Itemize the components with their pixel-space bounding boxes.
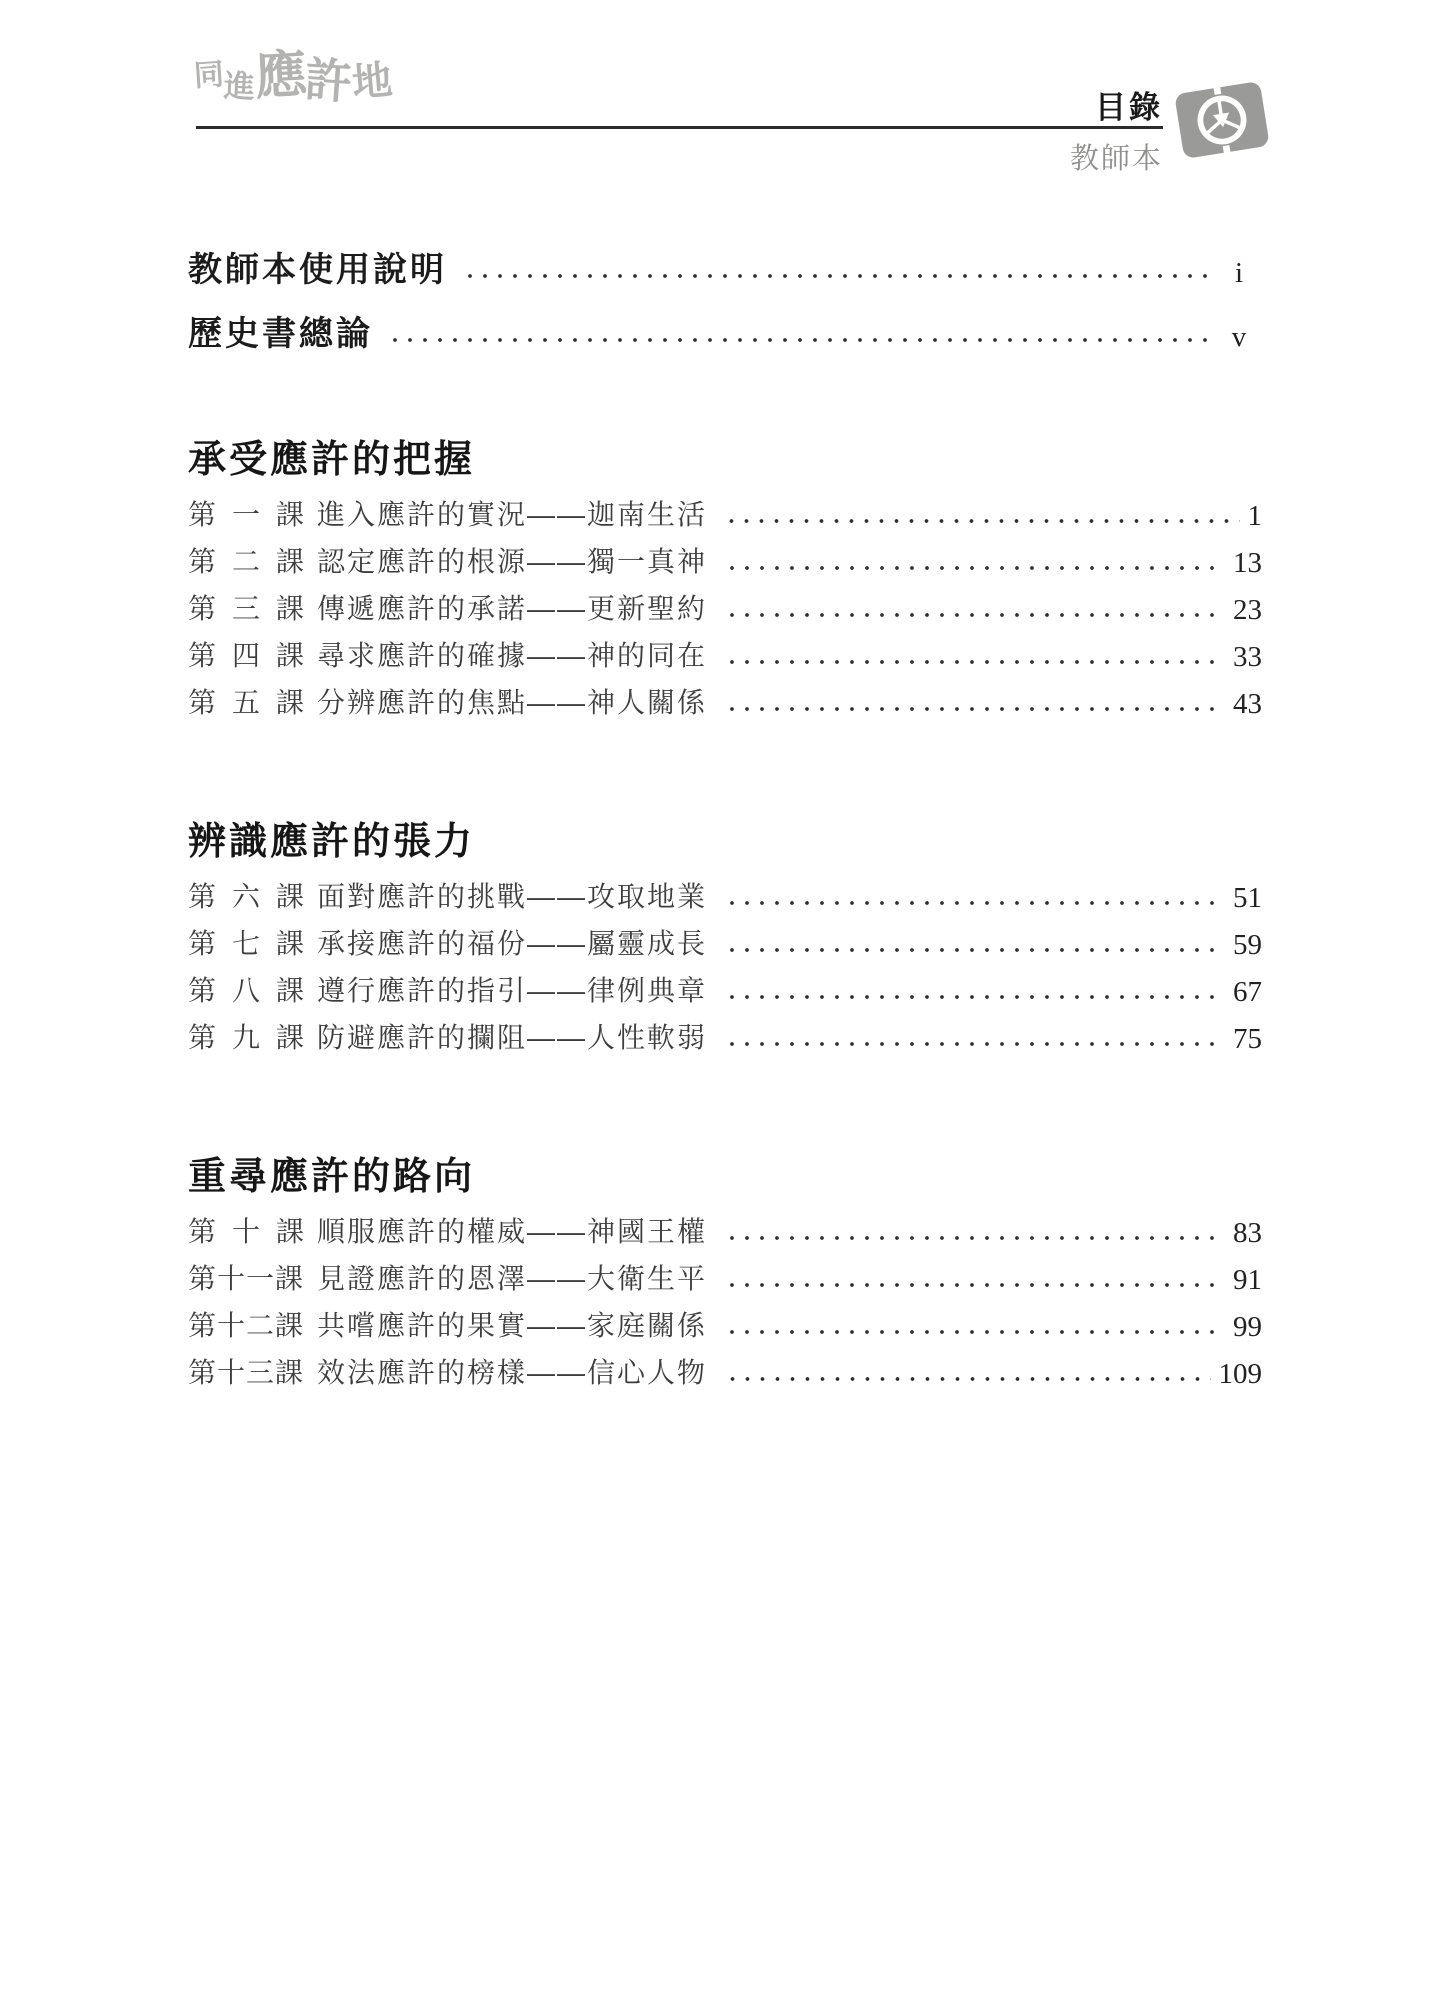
lesson-title: 見證應許的恩澤——大衛生平 [317,1263,708,1294]
toc-section [188,1155,1262,1390]
dot-leader [721,1283,1225,1287]
lesson-number: 第 一 課 [188,499,306,530]
header-rule [196,126,1163,129]
page-number: 13 [1233,547,1262,579]
toc-entry [188,592,1262,626]
lesson-title: 效法應許的榜樣——信心人物 [317,1357,708,1388]
lesson-title: 面對應許的挑戰——攻取地業 [317,881,708,912]
toc-entry [188,314,1262,354]
toc-content [0,250,1445,1390]
brand-char: 地 [350,56,395,107]
dot-leader [721,1236,1225,1240]
page-number: 23 [1233,594,1262,626]
toc-entry [188,1215,1262,1249]
section-heading: 承受應許的把握 [188,439,476,481]
lesson-number: 第 六 課 [188,881,306,912]
publisher-logo-icon [1174,72,1270,168]
toc-entry [188,1262,1262,1296]
dot-leader [721,707,1225,711]
dot-leader [721,995,1225,999]
page-number: 59 [1233,929,1262,961]
toc-entry [188,498,1262,532]
page-number: i [1234,257,1244,289]
lesson-number: 第 十 課 [188,1216,306,1247]
page-number: 43 [1233,688,1262,720]
page-number: 33 [1233,641,1262,673]
brand-char: 應 [253,43,307,108]
dot-leader [721,566,1225,570]
entry-title: 教師本使用說明 [188,251,447,289]
lesson-title: 進入應許的實況——迦南生活 [317,499,708,530]
lesson-number: 第 七 課 [188,928,306,959]
toc-section [188,438,1262,720]
lesson-number: 第 二 課 [188,546,306,577]
toc-entry [188,1021,1262,1055]
dot-leader [721,1377,1210,1381]
dot-leader [721,519,1239,523]
toc-entry [188,250,1262,290]
dot-leader [721,660,1225,664]
lesson-number: 第十一課 [188,1263,305,1294]
toc-entry [188,545,1262,579]
page-number: 67 [1233,976,1262,1008]
page-number: 75 [1233,1023,1262,1055]
lesson-title: 防避應許的攔阻——人性軟弱 [317,1022,708,1053]
lesson-number: 第 五 課 [188,687,306,718]
edition-label: 教師本 [1069,143,1163,175]
page-number: v [1231,321,1247,353]
brand-char: 進 [222,68,256,106]
dot-leader [461,274,1218,278]
lesson-title: 傳遞應許的承諾——更新聖約 [317,593,708,624]
lesson-title: 共嚐應許的果實——家庭關係 [317,1310,708,1341]
page-number: 109 [1218,1358,1262,1390]
front-matter [188,250,1262,354]
lesson-number: 第 四 課 [188,640,306,671]
page-header [0,0,1445,175]
page-number: 1 [1247,500,1262,532]
brand-char: 許 [302,52,354,111]
dot-leader [387,338,1218,342]
dot-leader [721,1330,1225,1334]
brand-char: 同 [192,56,226,95]
page-title: 目錄 [1095,90,1163,125]
lesson-title: 承接應許的福份——屬靈成長 [317,928,708,959]
section-heading: 重尋應許的路向 [188,1156,476,1198]
lesson-title: 遵行應許的指引——律例典章 [317,975,708,1006]
lesson-number: 第十二課 [188,1310,305,1341]
dot-leader [721,1042,1225,1046]
toc-entry [188,927,1262,961]
toc-entry [188,974,1262,1008]
toc-entry [188,686,1262,720]
toc-section [188,820,1262,1055]
section-heading: 辨識應許的張力 [188,821,476,863]
page-number: 91 [1233,1264,1262,1296]
toc-entry [188,880,1262,914]
entry-title: 歷史書總論 [188,315,373,353]
toc-entry [188,1309,1262,1343]
brand-logo [192,43,395,111]
lesson-title: 分辨應許的焦點——神人關係 [317,687,708,718]
lesson-number: 第 九 課 [188,1022,306,1053]
lesson-title: 認定應許的根源——獨一真神 [317,546,708,577]
dot-leader [721,901,1225,905]
lesson-number: 第 三 課 [188,593,306,624]
toc-entry [188,1356,1262,1390]
dot-leader [721,948,1225,952]
toc-entry [188,639,1262,673]
lesson-title: 順服應許的權威——神國王權 [317,1216,708,1247]
page-number: 99 [1233,1311,1262,1343]
page-number: 51 [1233,882,1262,914]
dot-leader [721,613,1225,617]
lesson-title: 尋求應許的確據——神的同在 [317,640,708,671]
lesson-number: 第 八 課 [188,975,306,1006]
page-number: 83 [1233,1217,1262,1249]
lesson-number: 第十三課 [188,1357,305,1388]
